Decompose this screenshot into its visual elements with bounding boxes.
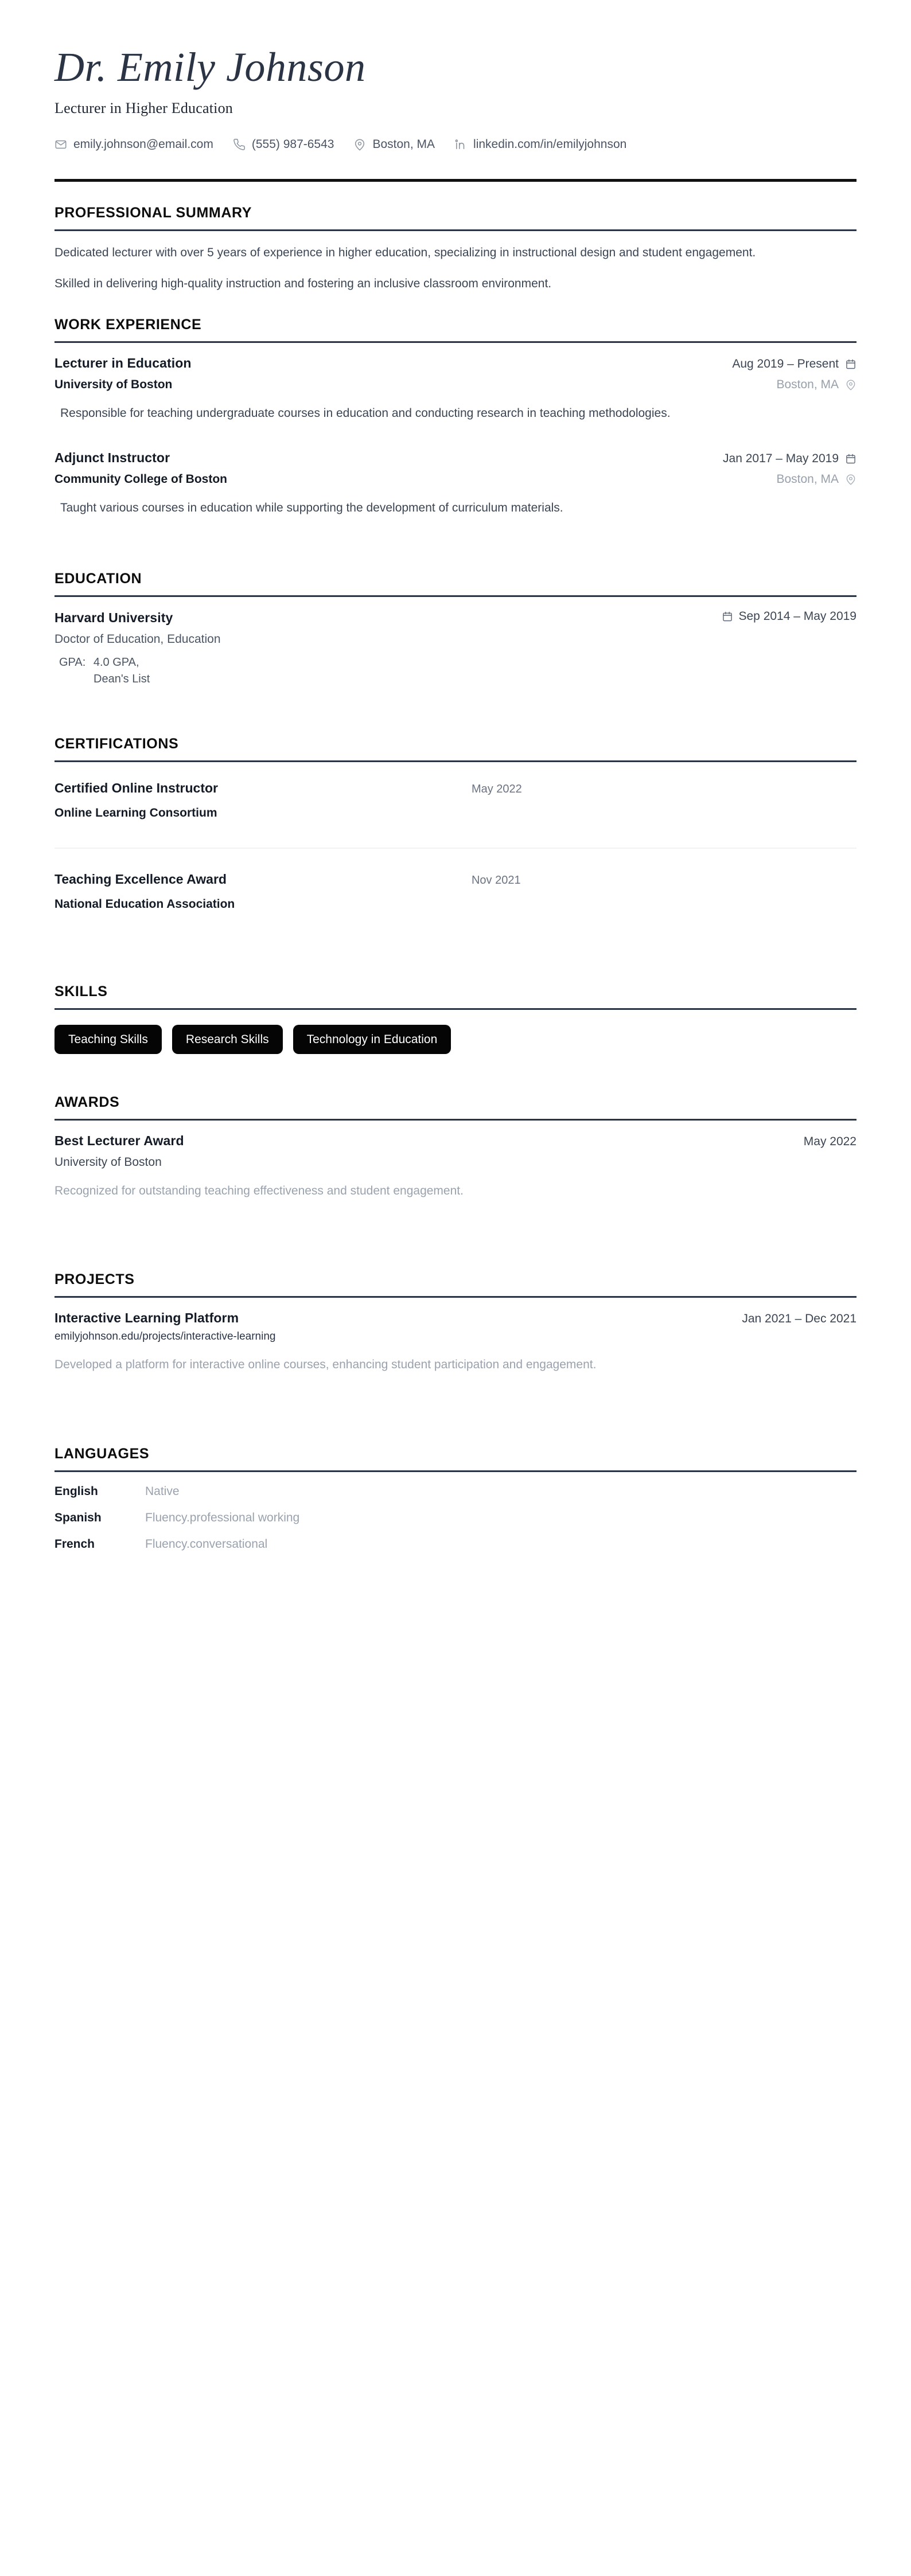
education-gpa-label: GPA: <box>59 655 86 669</box>
contact-location-text: Boston, MA <box>372 137 435 151</box>
certification-entry <box>54 849 857 931</box>
map-pin-icon <box>353 138 366 151</box>
candidate-name: Dr. Emily Johnson <box>54 44 366 90</box>
contact-phone-text: (555) 987-6543 <box>251 137 334 151</box>
certification-name: Teaching Excellence Award <box>54 871 227 887</box>
award-description: Recognized for outstanding teaching effectiveness and student engagement. <box>54 1184 464 1197</box>
skill-chip[interactable]: Teaching Skills <box>54 1025 162 1054</box>
language-name: French <box>54 1537 95 1551</box>
section-certifications <box>54 736 857 931</box>
section-title-education: EDUCATION <box>54 570 142 587</box>
skill-chip[interactable]: Research Skills <box>172 1025 283 1054</box>
contact-email[interactable] <box>54 138 213 151</box>
section-skills <box>54 983 857 1054</box>
resume-header <box>54 0 857 151</box>
map-pin-icon <box>845 379 857 391</box>
language-name: Spanish <box>54 1511 102 1524</box>
work-organization: Community College of Boston <box>54 473 227 486</box>
language-level: Fluency.conversational <box>145 1537 268 1551</box>
certification-date: Nov 2021 <box>471 873 521 887</box>
header-divider <box>54 179 857 182</box>
language-row <box>54 1485 857 1498</box>
language-name: English <box>54 1484 98 1498</box>
work-dates <box>723 452 857 466</box>
section-title-work: WORK EXPERIENCE <box>54 316 202 333</box>
envelope-icon <box>54 138 67 151</box>
work-dates-text: Jan 2017 – May 2019 <box>723 452 839 466</box>
certification-date: May 2022 <box>471 782 522 795</box>
languages-body <box>54 1472 857 1551</box>
work-job-title: Lecturer in Education <box>54 355 192 370</box>
linkedin-icon <box>454 138 467 151</box>
project-name: Interactive Learning Platform <box>54 1310 239 1326</box>
skill-chip[interactable]: Technology in Education <box>293 1025 451 1054</box>
work-description: Responsible for teaching undergraduate courses in education and conducting research in teaching methodologies. <box>60 406 671 420</box>
language-level: Native <box>145 1484 180 1498</box>
education-gpa <box>54 654 857 688</box>
calendar-icon <box>845 358 857 370</box>
language-row <box>54 1537 857 1551</box>
certification-entry <box>54 775 857 840</box>
education-dates <box>722 610 857 623</box>
phone-icon <box>233 138 246 151</box>
spacer <box>54 1054 857 1071</box>
award-entry <box>54 1133 857 1201</box>
education-dates-text: Sep 2014 – May 2019 <box>738 609 857 623</box>
work-description: Taught various courses in education while supporting the development of curriculum materials. <box>60 501 563 515</box>
section-professional-summary <box>54 205 857 294</box>
certification-entry-header <box>54 872 857 887</box>
project-description: Developed a platform for interactive online courses, enhancing student participation and engagement. <box>54 1358 597 1372</box>
certification-name: Certified Online Instructor <box>54 780 218 795</box>
section-title-languages: LANGUAGES <box>54 1445 150 1462</box>
summary-paragraph: Dedicated lecturer with over 5 years of experience in higher education, specializing in instructional design and student engagement. <box>54 245 756 259</box>
work-entry <box>54 356 857 423</box>
map-pin-icon <box>845 474 857 485</box>
project-entry-header <box>54 1310 857 1326</box>
contact-email-text: emily.johnson@email.com <box>73 137 213 151</box>
contact-phone[interactable] <box>233 138 334 151</box>
work-location-text: Boston, MA <box>776 473 839 486</box>
award-date-text: May 2022 <box>803 1134 857 1148</box>
section-work-experience <box>54 317 857 518</box>
project-url[interactable]: emilyjohnson.edu/projects/interactive-learning <box>54 1330 276 1343</box>
education-body <box>54 597 857 688</box>
spacer <box>54 696 857 713</box>
work-entry-subheader <box>54 371 857 392</box>
section-title-summary: PROFESSIONAL SUMMARY <box>54 204 252 221</box>
language-row <box>54 1511 857 1525</box>
contact-linkedin-text: linkedin.com/in/emilyjohnson <box>473 137 627 151</box>
work-location <box>776 473 857 486</box>
work-dates <box>732 357 857 371</box>
section-awards <box>54 1094 857 1201</box>
project-dates-text: Jan 2021 – Dec 2021 <box>742 1312 857 1326</box>
education-gpa-value: 4.0 GPA, <box>93 655 139 669</box>
work-entry-subheader <box>54 466 857 486</box>
work-entry <box>54 450 857 518</box>
certification-entry-header <box>54 780 857 796</box>
candidate-headline: Lecturer in Higher Education <box>54 99 233 116</box>
project-dates <box>742 1312 857 1326</box>
education-degree: Doctor of Education, Education <box>54 632 221 646</box>
education-gpa-extra: Dean's List <box>94 672 150 685</box>
award-date <box>804 1135 857 1149</box>
spacer <box>54 1208 857 1248</box>
section-projects <box>54 1271 857 1375</box>
section-languages <box>54 1446 857 1551</box>
spacer <box>54 854 857 872</box>
work-entry-header <box>54 450 857 466</box>
certification-issuer: Online Learning Consortium <box>54 806 217 819</box>
work-location <box>776 378 857 392</box>
awards-body <box>54 1121 857 1201</box>
certifications-body <box>54 762 857 931</box>
award-name: Best Lecturer Award <box>54 1133 184 1148</box>
spacer <box>54 931 857 961</box>
work-location-text: Boston, MA <box>776 377 839 391</box>
education-entry-header <box>54 610 857 626</box>
work-job-title: Adjunct Instructor <box>54 450 170 466</box>
calendar-icon <box>722 611 733 622</box>
section-title-projects: PROJECTS <box>54 1271 135 1288</box>
award-issuer: University of Boston <box>54 1155 162 1169</box>
projects-body <box>54 1298 857 1375</box>
language-level: Fluency.professional working <box>145 1511 300 1524</box>
work-organization: University of Boston <box>54 377 173 391</box>
contact-location <box>353 138 435 151</box>
work-entry-header <box>54 356 857 371</box>
calendar-icon <box>845 453 857 465</box>
work-dates-text: Aug 2019 – Present <box>732 357 839 370</box>
certification-issuer: National Education Association <box>54 897 235 911</box>
work-body <box>54 343 857 518</box>
section-title-skills: SKILLS <box>54 983 108 1000</box>
summary-body <box>54 231 857 294</box>
section-education <box>54 571 857 688</box>
summary-paragraph: Skilled in delivering high-quality instruction and fostering an inclusive classroom environment. <box>54 277 552 291</box>
education-school: Harvard University <box>54 610 173 625</box>
spacer <box>54 518 857 548</box>
project-entry <box>54 1310 857 1375</box>
spacer <box>54 1383 857 1423</box>
section-title-awards: AWARDS <box>54 1094 120 1110</box>
contact-linkedin[interactable] <box>454 138 626 151</box>
contact-row <box>54 138 857 151</box>
education-entry <box>54 610 857 688</box>
skills-list <box>54 1010 857 1054</box>
section-title-certifications: CERTIFICATIONS <box>54 735 179 752</box>
award-entry-header <box>54 1133 857 1149</box>
